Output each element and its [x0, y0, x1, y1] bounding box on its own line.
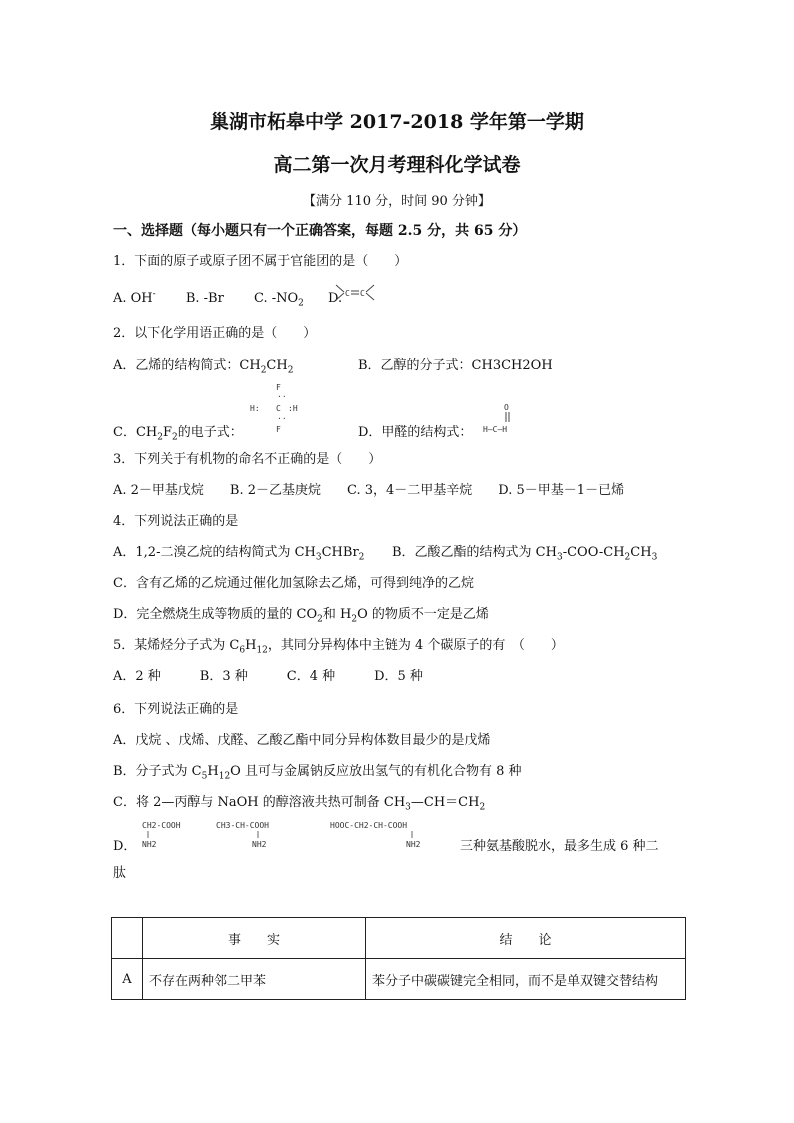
row-label: A — [112, 959, 143, 1000]
q6-option-d-text: 三种氨基酸脱水，最多生成 6 种二 — [460, 839, 659, 854]
e-left: H: — [250, 404, 260, 413]
q6-option-d-wrap: 肽 — [113, 866, 127, 881]
aa2: CH3-CH-COOH — [216, 821, 269, 830]
exam-title-line2: 高二第一次月考理科化学试卷 — [273, 154, 521, 176]
table-header-row — [112, 918, 686, 959]
aa1-nh2: NH2 — [142, 840, 157, 849]
row-conclusion: 苯分子中碳碳键完全相同，而不是单双键交替结构 — [366, 959, 686, 1000]
q1-option-b: B. -Br — [185, 291, 224, 307]
svg-text:··: ·· — [277, 414, 287, 423]
q2-option-c: C．$CH_2F_2$的电子式： — [113, 425, 243, 443]
exam-info: 【满分 110 分，时间 90 分钟】 — [303, 194, 491, 209]
q4-option-d: D．完全燃烧生成等物质的量的 $CO_2$和 $H_2O$ 的物质不一定是乙烯 — [113, 607, 489, 625]
e-bot: F — [276, 425, 281, 434]
section-heading: 一、选择题（每小题只有一个正确答案，每题 2.5 分，共 65 分） — [113, 223, 527, 239]
q1-option-c: C. $-NO_2$ — [253, 291, 304, 309]
q1-stem: 1．下面的原子或原子团不属于官能团的是（ ） — [113, 254, 408, 269]
q5-stem: 5．某烯烃分子式为 $C_6H_{12}$，其同分异构体中主链为 4 个碳原子的有 （ ） — [113, 638, 564, 656]
e-top: F — [276, 383, 281, 392]
q4-stem: 4．下列说法正确的是 — [113, 514, 239, 529]
q6-stem: 6．下列说法正确的是 — [113, 702, 239, 717]
q1-option-d: D. — [328, 291, 343, 307]
fact-conclusion-table — [111, 917, 686, 1000]
aa3-nh2: NH2 — [406, 840, 421, 849]
table-header-fact: 事 实 — [143, 918, 366, 959]
svg-text:··: ·· — [277, 392, 287, 401]
ald-o: O — [504, 403, 509, 412]
aa1: CH2-COOH — [142, 821, 181, 830]
e-right: :H — [288, 404, 298, 413]
table-row — [112, 959, 686, 1000]
q6-option-b: B．分子式为 $C_5H_{12}O$ 且可与金属钠反应放出氢气的有机化合物有 8 种 — [113, 764, 522, 782]
q3-options: A. 2－甲基戊烷 B. 2－乙基庚烷 C. 3，4－二甲基辛烷 D. 5－甲基－1－已烯 — [113, 483, 625, 498]
q1-options — [113, 290, 342, 309]
amino-acid-structures — [140, 816, 465, 852]
q6-option-a: A．戊烷 、戊烯、戊醛、乙酸乙酯中同分异构体数目最少的是戊烯 — [113, 733, 491, 748]
q6-option-c: C．将 2—丙醇与 NaOH 的醇溶液共热可制备 $CH_3—CH=CH_2$ — [113, 795, 486, 813]
q5-options: A．2 种 B．3 种 C．4 种 D．5 种 — [113, 669, 423, 684]
exam-title-line1: 巢湖市柘皋中学 2017-2018 学年第一学期 — [210, 111, 584, 133]
q4-option-b: B．乙酸乙酯的结构式为 $CH_3-COO-CH_2CH_3$ — [392, 545, 658, 563]
q2-stem: 2．以下化学用语正确的是（ ） — [113, 326, 317, 341]
q1-option-a: A. OH- — [113, 290, 156, 307]
q2-option-a: A．乙烯的结构简式：$CH_2CH_2$ — [113, 358, 294, 376]
table-header-blank — [112, 918, 143, 959]
q4-option-a: A．1,2-二溴乙烷的结构简式为 $CH_3CHBr_2$ — [113, 545, 365, 563]
table-header-conclusion: 结 论 — [366, 918, 686, 959]
e-mid: C — [276, 404, 281, 413]
q3-stem: 3．下列关于有机物的命名不正确的是（ ） — [113, 452, 382, 467]
q4-option-c: C．含有乙烯的乙烷通过催化加氢除去乙烯，可得到纯净的乙烷 — [113, 576, 474, 591]
q2-option-d: D．甲醛的结构式： — [358, 425, 473, 440]
q2-option-b: B．乙醇的分子式：CH3CH2OH — [358, 358, 553, 373]
svg-text:C: C — [345, 289, 350, 298]
ch2f2-electron-formula — [246, 380, 316, 438]
row-fact: 不存在两种邻二甲苯 — [143, 959, 366, 1000]
q6-option-d-label: D． — [113, 839, 137, 854]
alkene-double-bond-icon — [334, 282, 376, 304]
svg-text:C: C — [360, 289, 365, 298]
ald-row: H—C—H — [483, 425, 508, 434]
aa2-nh2: NH2 — [252, 840, 267, 849]
formaldehyde-structure — [480, 400, 540, 436]
aa3: HOOC-CH2-CH-COOH — [330, 821, 408, 830]
